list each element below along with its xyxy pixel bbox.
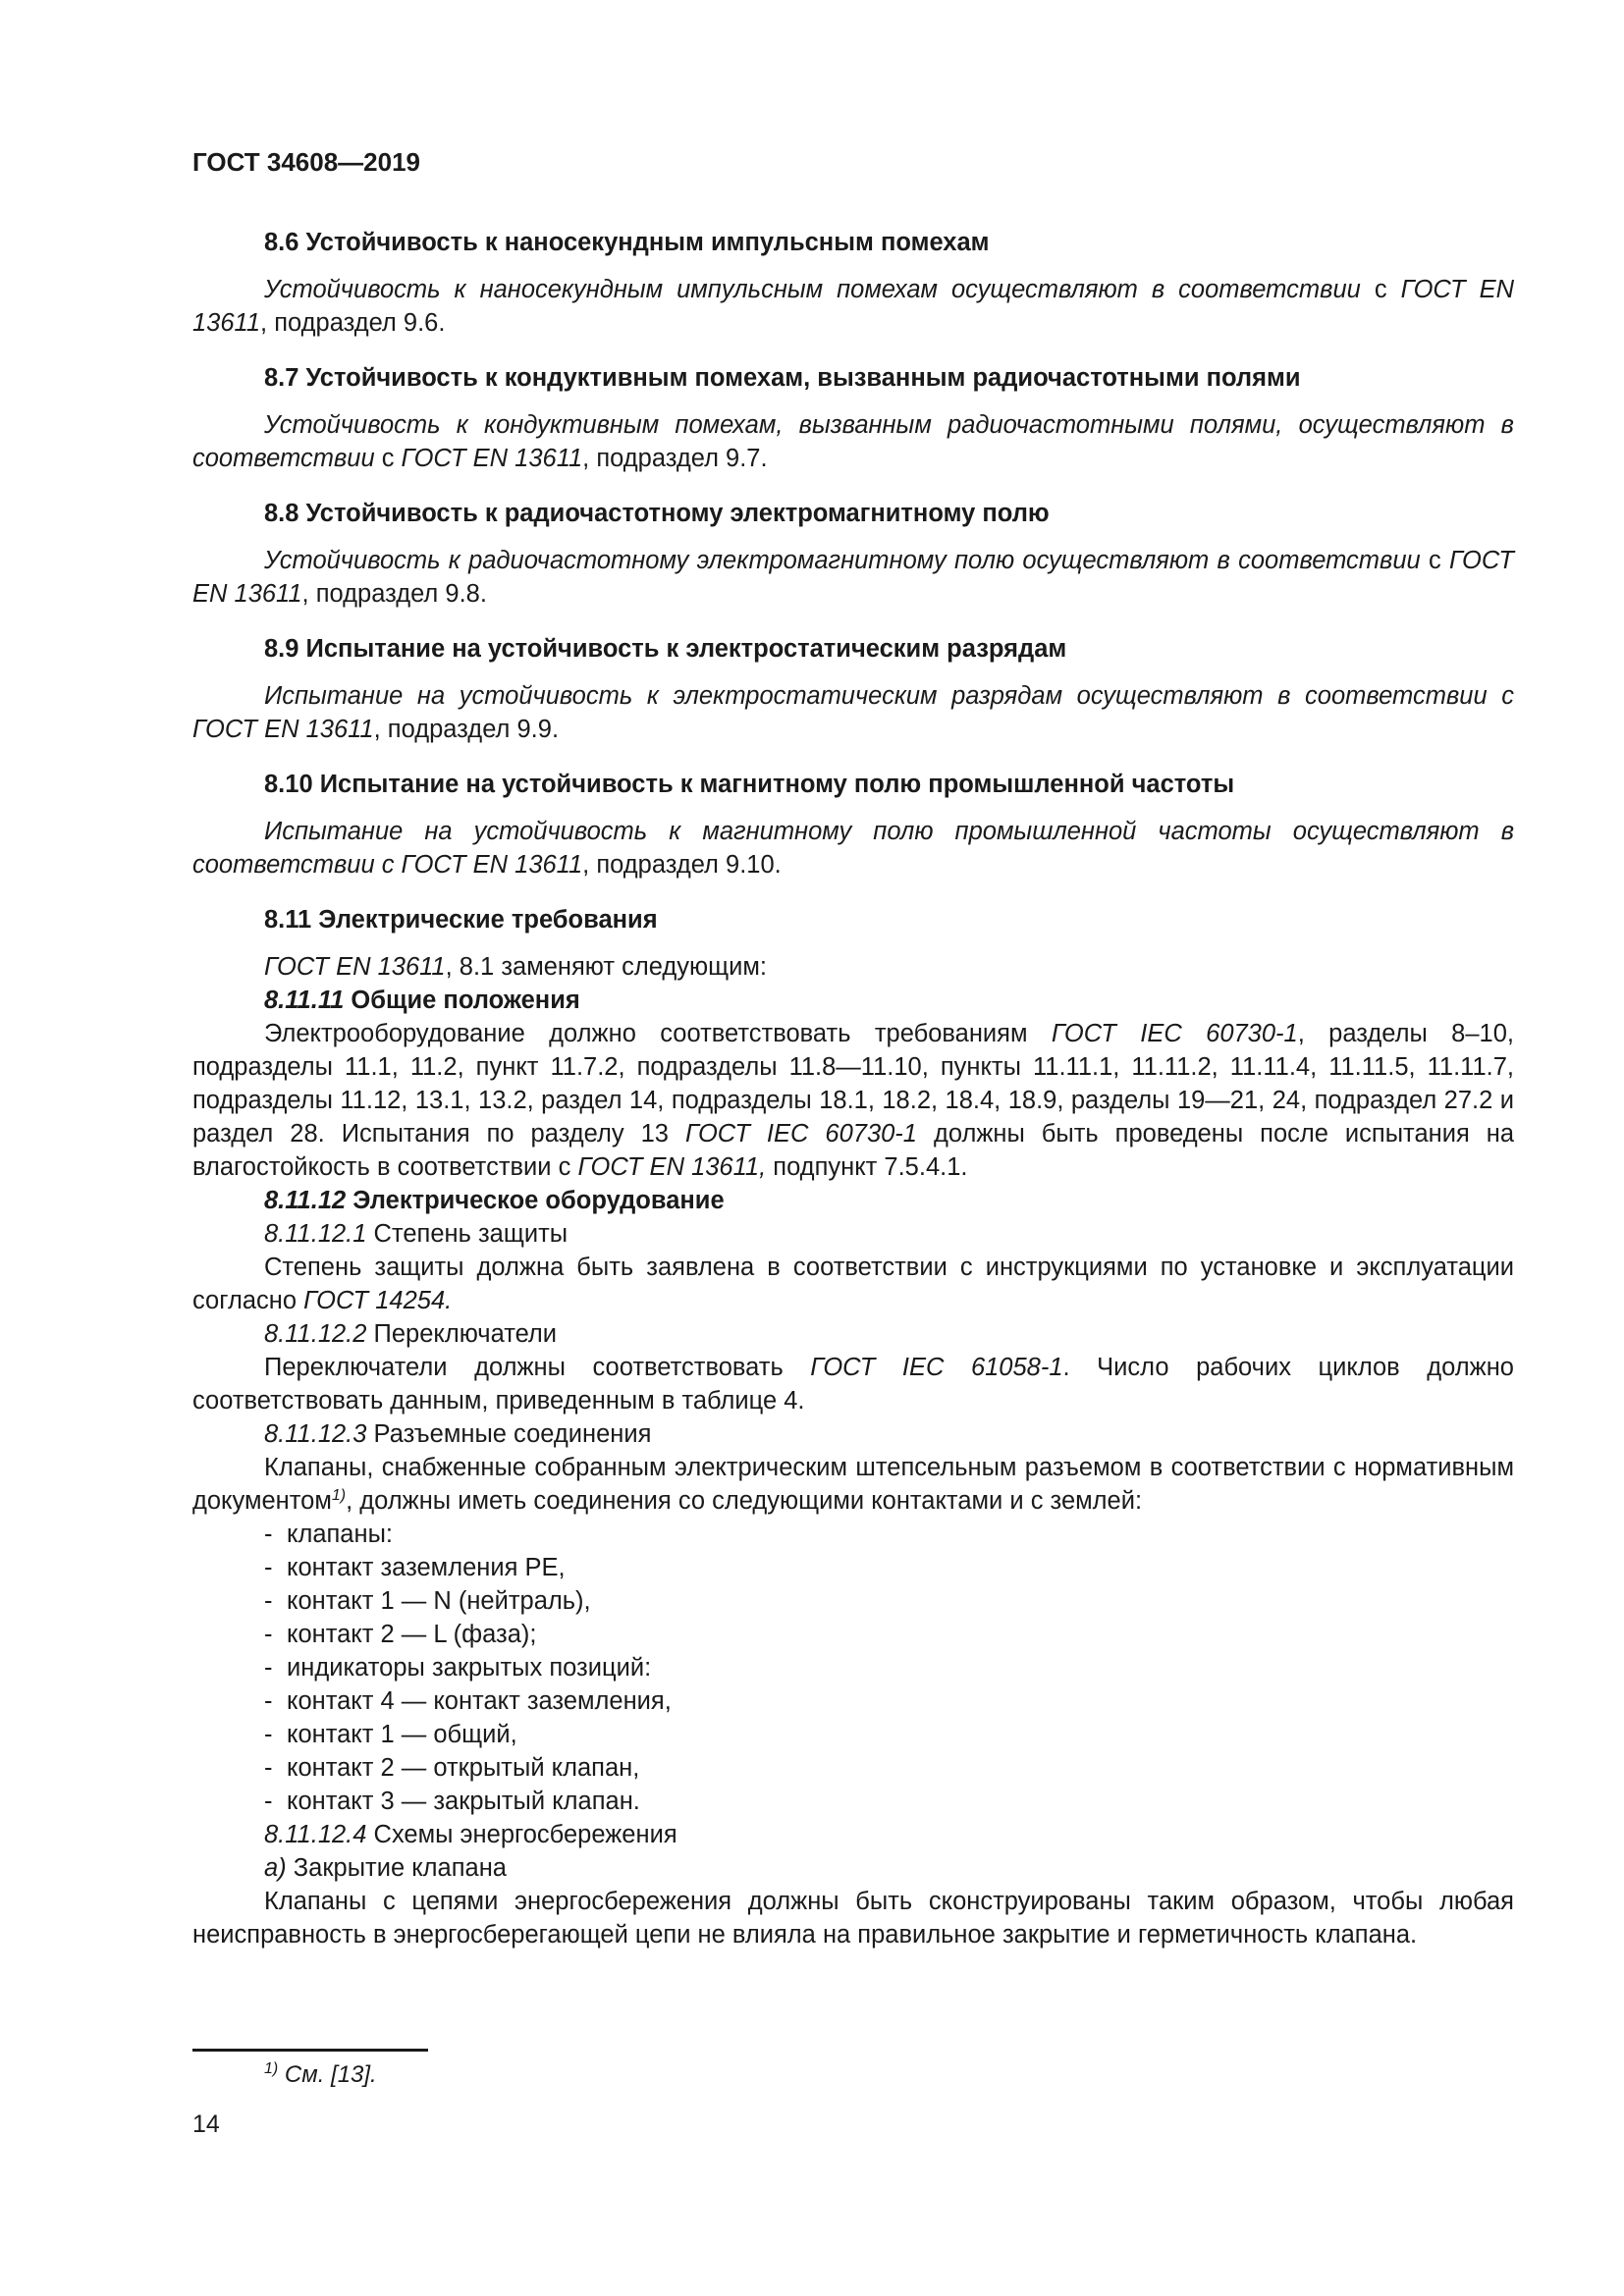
section-8-8-text: Устойчивость к радиочастотному электромагнитному полю осуществляют в соответствии с ГОСТ EN 13611, подраздел 9.8. bbox=[192, 547, 1514, 608]
footnote-separator bbox=[192, 2049, 428, 2052]
section-8-11-intro: ГОСТ EN 13611, 8.1 заменяют следующим: bbox=[264, 953, 767, 981]
section-8-7-text: Устойчивость к кондуктивным помехам, вызванным радиочастотными полями, осуществляют в соответствии с ГОСТ EN 13611, подраздел 9.7. bbox=[192, 411, 1514, 472]
item-8-11-12-3-text: Клапаны, снабженные собранным электрическим штепсельным разъемом в соответствии с нормативным документом$^{1)}$, должны иметь соединения со следующими контактами и с землей: bbox=[192, 1454, 1514, 1515]
subsection-8-11-12-heading: 8.11.12 Электрическое оборудование bbox=[264, 1187, 725, 1214]
item-8-11-12-4-heading: 8.11.12.4 Схемы энергосбережения bbox=[264, 1821, 677, 1848]
list-item: - контакт заземления РЕ, bbox=[264, 1554, 566, 1581]
section-8-11-title: 8.11 Электрические требования bbox=[264, 906, 658, 934]
section-8-7-title: 8.7 Устойчивость к кондуктивным помехам, вызванным радиочастотными полями bbox=[264, 364, 1301, 392]
section-8-10-title: 8.10 Испытание на устойчивость к магнитному полю промышленной частоты bbox=[264, 771, 1235, 798]
section-8-9-title: 8.9 Испытание на устойчивость к электростатическим разрядам bbox=[264, 635, 1067, 663]
contact-list bbox=[192, 1518, 1514, 1818]
document-body bbox=[192, 145, 1514, 1951]
list-item: - индикаторы закрытых позиций: bbox=[264, 1654, 652, 1682]
item-8-11-12-3-heading: 8.11.12.3 Разъемные соединения bbox=[264, 1420, 652, 1448]
list-item: - контакт 1 — общий, bbox=[264, 1721, 517, 1748]
document-header: ГОСТ 34608—2019 bbox=[192, 147, 420, 177]
section-8-8-title: 8.8 Устойчивость к радиочастотному электромагнитному полю bbox=[264, 500, 1050, 527]
section-8-6-title: 8.6 Устойчивость к наносекундным импульсным помехам bbox=[264, 229, 990, 256]
list-item: - контакт 2 — L (фаза); bbox=[264, 1621, 537, 1648]
item-8-11-12-1-text: Степень защиты должна быть заявлена в соответствии с инструкциями по установке и эксплуатации согласно ГОСТ 14254. bbox=[192, 1254, 1514, 1314]
section-8-6-text: Устойчивость к наносекундным импульсным помехам осуществляют в соответствии с ГОСТ EN 13611, подраздел 9.6. bbox=[192, 276, 1515, 337]
list-item: - контакт 3 — закрытый клапан. bbox=[264, 1788, 640, 1815]
footnote: $^{1)}$ См. [13]. bbox=[264, 2060, 377, 2088]
list-item: - контакт 1 — N (нейтраль), bbox=[264, 1587, 591, 1615]
subsection-8-11-11-text: Электрооборудование должно соответствовать требованиям ГОСТ IEC 60730-1, разделы 8–10, подразделы 11.1, 11.2, пункт 11.7.2, подразделы 11.8—11.10, пункты 11.11.1, 11.11.2, 11.11.4, 11.11.5, 11.11.7, подразделы 11.12, 13.1, 13.2, раздел 14, подразделы 18.1, 18.2, 18.4, 18.9, разделы 19—21, 24, подраздел 27.2 и раздел 28. Испытания по разделу 13 ГОСТ IEC 60730-1 должны быть проведены после испытания на влагостойкость в соответствии с ГОСТ EN 13611, подпункт 7.5.4.1. bbox=[192, 1020, 1515, 1181]
list-item: - контакт 4 — контакт заземления, bbox=[264, 1687, 672, 1715]
item-8-11-12-1-heading: 8.11.12.1 Степень защиты bbox=[264, 1220, 568, 1248]
section-8-9-text: Испытание на устойчивость к электростатическим разрядам осуществляют в соответствии с ГОСТ EN 13611, подраздел 9.9. bbox=[192, 682, 1514, 743]
list-item: - контакт 2 — открытый клапан, bbox=[264, 1754, 640, 1782]
item-a-text: Клапаны с цепями энергосбережения должны быть сконструированы таким образом, чтобы любая неисправность в энергосберегающей цепи не влияла на правильное закрытие и герметичность клапана. bbox=[192, 1888, 1514, 1949]
list-item: - клапаны: bbox=[264, 1521, 393, 1548]
item-8-11-12-2-text: Переключатели должны соответствовать ГОСТ IEC 61058-1. Число рабочих циклов должно соответствовать данным, приведенным в таблице 4. bbox=[192, 1354, 1514, 1415]
section-8-10-text: Испытание на устойчивость к магнитному полю промышленной частоты осуществляют в соответствии с ГОСТ EN 13611, подраздел 9.10. bbox=[192, 818, 1514, 879]
footnote-ref: 1) bbox=[331, 1487, 347, 1504]
item-8-11-12-2-heading: 8.11.12.2 Переключатели bbox=[264, 1320, 558, 1348]
page-number: 14 bbox=[192, 2110, 220, 2138]
item-a-heading: а) Закрытие клапана bbox=[264, 1854, 507, 1882]
subsection-8-11-11-heading: 8.11.11 Общие положения bbox=[264, 987, 580, 1014]
